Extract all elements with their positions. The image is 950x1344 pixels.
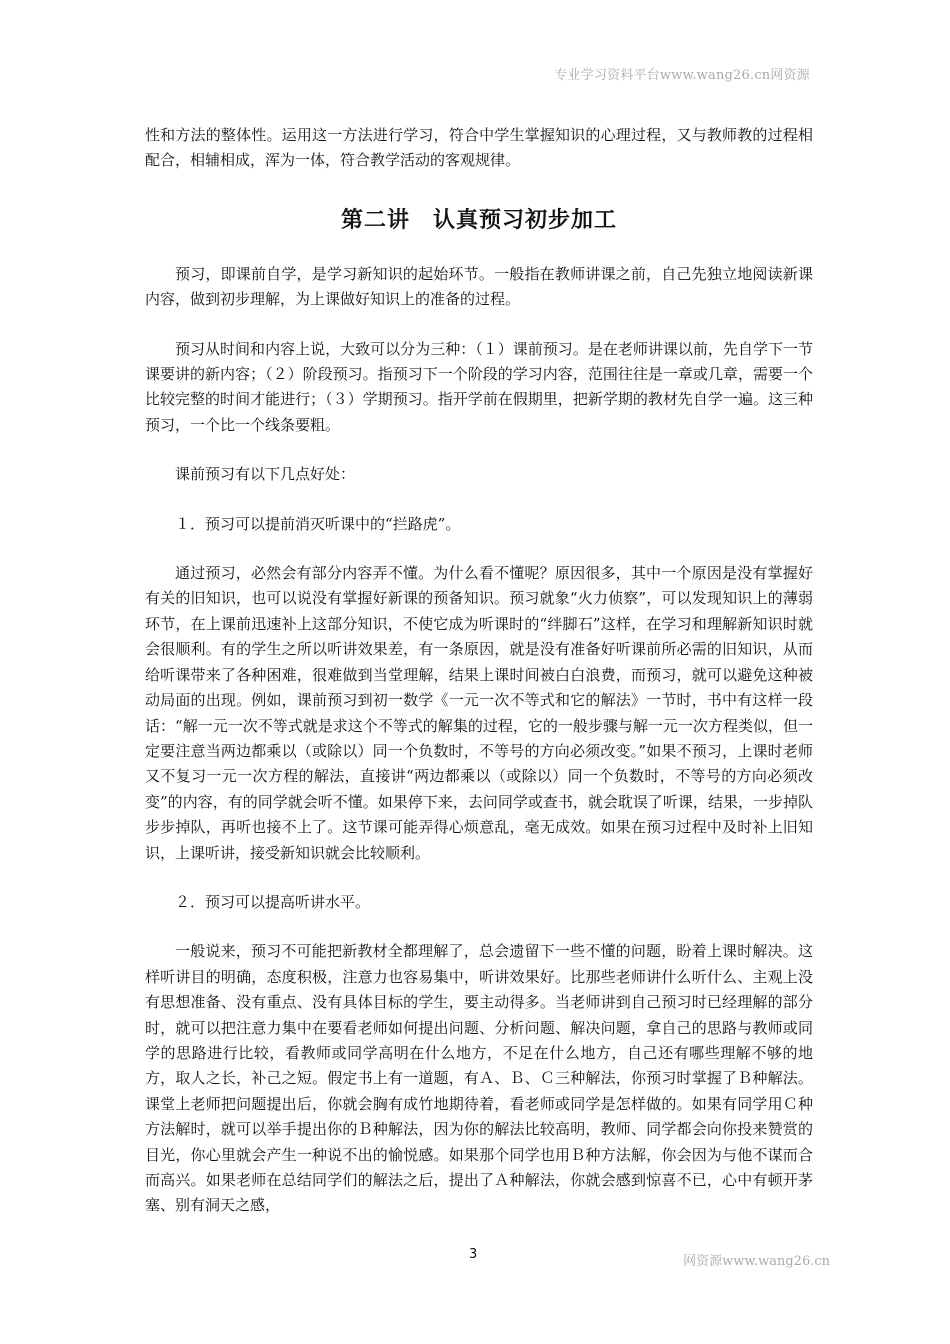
paragraph-point-2-body: 一般说来，预习不可能把新教材全都理解了，总会遗留下一些不懂的问题，盼着上课时解决。这样听讲目的明确，态度积极，注意力也容易集中，听讲效果好。比那些老师讲什么听什么、主观上没有思想准备、没有重点、没有具体目标的学生，要主动得多。当老师讲到自己预习时已经理解的部分时，就可以把注意力集中在要看老师如何提出问题、分析问题、解决问题，拿自己的思路与教师或同学的思路进行比较，看教师或同学高明在什么地方，不足在什么地方，自己还有哪些理解不够的地方，取人之长，补己之短。假定书上有一道题，有Ａ、Ｂ、Ｃ三种解法，你预习时掌握了Ｂ种解法。课堂上老师把问题提出后，你就会胸有成竹地期待着，看老师或同学是怎样做的。如果有同学用Ｃ种方法解时，就可以举手提出你的Ｂ种解法，因为你的解法比较高明，教师、同学都会向你投来赞赏的目光，你心里就会产生一种说不出的愉悦感。如果那个同学也用Ｂ种方法解，你会因为与他不谋而合而高兴。如果老师在总结同学们的解法之后，提出了Ａ种解法，你就会感到惊喜不已，心中有顿开茅塞、别有洞天之感， bbox=[145, 942, 813, 1215]
header-source-note: 专业学习资料平台www.wang26.cn网资源 bbox=[554, 68, 810, 83]
point-heading-1: １．预习可以提前消灭听课中的“拦路虎”。 bbox=[175, 514, 461, 533]
paragraph-definition: 预习，即课前自学，是学习新知识的起始环节。一般指在教师讲课之前，自己先独立地阅读新课内容，做到初步理解，为上课做好知识上的准备的过程。 bbox=[145, 264, 813, 309]
intro-continuation-paragraph: 性和方法的整体性。运用这一方法进行学习，符合中学生掌握知识的心理过程，又与教师教的过程相配合，相辅相成，浑为一体，符合教学活动的客观规律。 bbox=[145, 126, 813, 170]
paragraph-point-1-body: 通过预习，必然会有部分内容弄不懂。为什么看不懂呢？原因很多，其中一个原因是没有掌握好有关的旧知识，也可以说没有掌握好新课的预备知识。预习就象“火力侦察”，可以发现知识上的薄弱环节，在上课前迅速补上这部分知识，不使它成为听课时的“绊脚石”这样，在学习和理解新知识时就会很顺利。有的学生之所以听讲效果差，有一条原因，就是没有准备好听课前所必需的旧知识，从而给听课带来了各种困难，很难做到当堂理解，结果上课时间被白白浪费，而预习，就可以避免这种被动局面的出现。例如，课前预习到初一数学《一元一次不等式和它的解法》一节时，书中有这样一段话：“解一元一次不等式就是求这个不等式的解集的过程，它的一般步骤与解一元一次方程类似，但一定要注意当两边都乘以（或除以）同一个负数时，不等号的方向必须改变。”如果不预习，上课时老师又不复习一元一次方程的解法，直接讲“两边都乘以（或除以）同一个负数时，不等号的方向必须改变”的内容，有的同学就会听不懂。如果停下来，去问同学或查书，就会耽误了听课，结果，一步掉队步步掉队，再听也接不上了。这节课可能弄得心烦意乱，毫无成效。如果在预习过程中及时补上旧知识，上课听讲，接受新知识就会比较顺利。 bbox=[145, 564, 813, 862]
footer-source-note: 网资源www.wang26.cn bbox=[683, 1254, 830, 1269]
page-number: 3 bbox=[469, 1247, 478, 1262]
document-body bbox=[145, 123, 813, 1219]
point-heading-2: ２．预习可以提高听讲水平。 bbox=[175, 892, 371, 911]
paragraph-benefits-intro: 课前预习有以下几点好处： bbox=[175, 465, 356, 484]
paragraph-three-types: 预习从时间和内容上说，大致可以分为三种：（１）课前预习。是在老师讲课以前，先自学下一节课要讲的新内容；（２）阶段预习。指预习下一个阶段的学习内容，范围往往是一章或几章，需要一个比较完整的时间才能进行；（３）学期预习。指开学前在假期里，把新学期的教材先自学一遍。这三种预习，一个比一个线条要粗。 bbox=[145, 339, 813, 434]
section-title: 第二讲 认真预习初步加工 bbox=[340, 207, 617, 233]
